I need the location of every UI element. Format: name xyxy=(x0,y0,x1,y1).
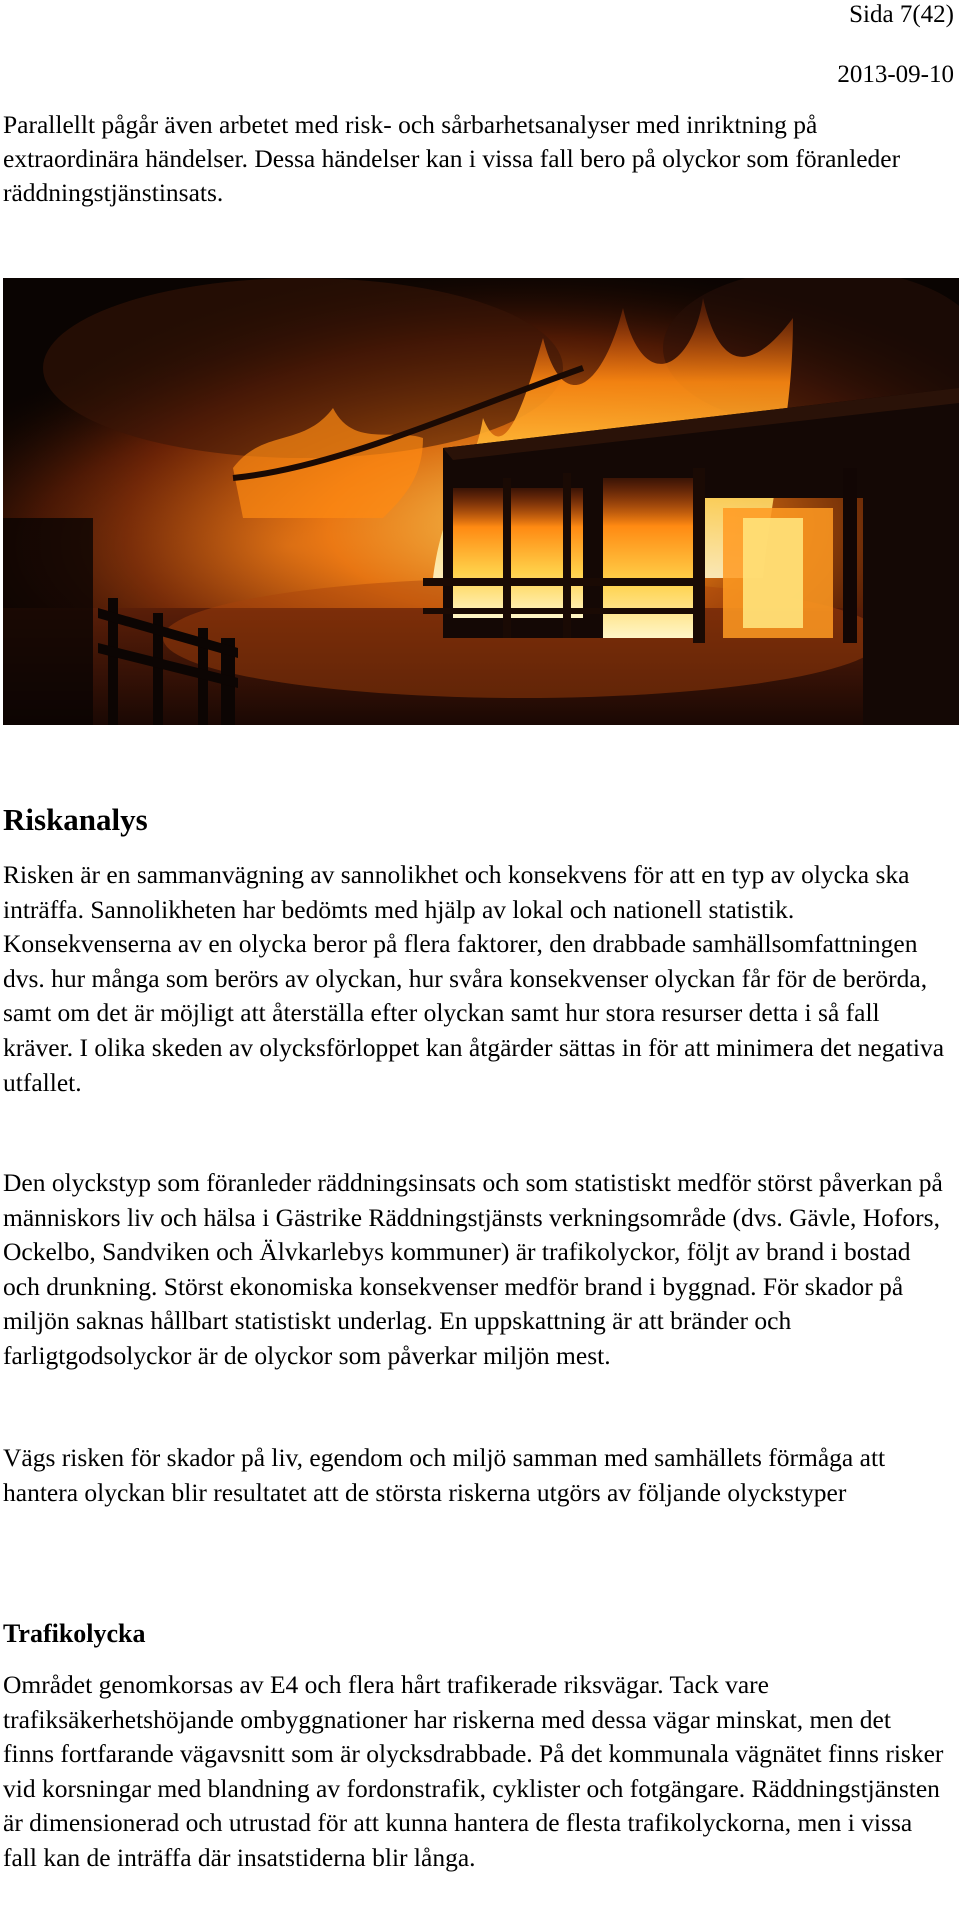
trafikolycka-paragraph: Området genomkorsas av E4 och flera hårt trafikerade riksvägar. Tack vare trafiksäkerhetshöjande ombyggnationer har riskerna med dessa vägar minskat, men det finns fortfarande vägavsnitt som är olycksdrabbade. På det kommunala vägnätet finns risker vid korsningar med blandning av fordonstrafik, cyklister och fotgängare. Räddningstjänsten är dimensionerad och utrustad för att kunna hantera de flesta trafikolyckorna, men i vissa fall kan de inträffa där insatstiderna blir långa. xyxy=(3,1670,944,1872)
document-date: 2013-09-10 xyxy=(837,61,954,88)
riskanalys-paragraph-3: Vägs risken för skador på liv, egendom och miljö samman med samhällets förmåga att hantera olyckan blir resultatet att de största riskerna utgörs av följande olyckstyper xyxy=(3,1443,886,1507)
riskanalys-heading: Riskanalys xyxy=(3,802,148,837)
fire-illustration xyxy=(3,278,959,725)
intro-paragraph: Parallellt pågår även arbetet med risk- och sårbarhetsanalyser med inriktning på extraordinära händelser. Dessa händelser kan i vissa fall bero på olyckor som föranleder räddningstjänstinsats. xyxy=(3,110,901,207)
trafikolycka-heading: Trafikolycka xyxy=(3,1619,146,1648)
burning-building-photo xyxy=(3,278,959,725)
page-number: Sida 7(42) xyxy=(849,1,954,28)
riskanalys-paragraph-2: Den olyckstyp som föranleder räddningsinsats och som statistiskt medför störst påverkan på människors liv och hälsa i Gästrike Räddningstjänsts verkningsområde (dvs. Gävle, Hofors, Ockelbo, Sandviken och Älvkarlebys kommuner) är trafikolyckor, följt av brand i bostad och drunkning. Störst ekonomiska konsekvenser medför brand i byggnad. För skador på miljön saknas hållbart statistiskt underlag. En uppskattning är att bränder och farligtgodsolyckor är de olyckor som påverkar miljön mest. xyxy=(3,1168,943,1370)
riskanalys-paragraph-1: Risken är en sammanvägning av sannolikhet och konsekvens för att en typ av olycka ska inträffa. Sannolikheten har bedömts med hjälp av lokal och nationell statistik. Konsekvenserna av en olycka beror på flera faktorer, den drabbade samhällsomfattningen dvs. hur många som berörs av olyckan, hur svåra konsekvenser olyckan får för de berörda, samt om det är möjligt att återställa efter olyckan samt hur stora resurser detta i så fall kräver. I olika skeden av olycksförloppet kan åtgärder sättas in för att minimera det negativa utfallet. xyxy=(3,860,945,1097)
